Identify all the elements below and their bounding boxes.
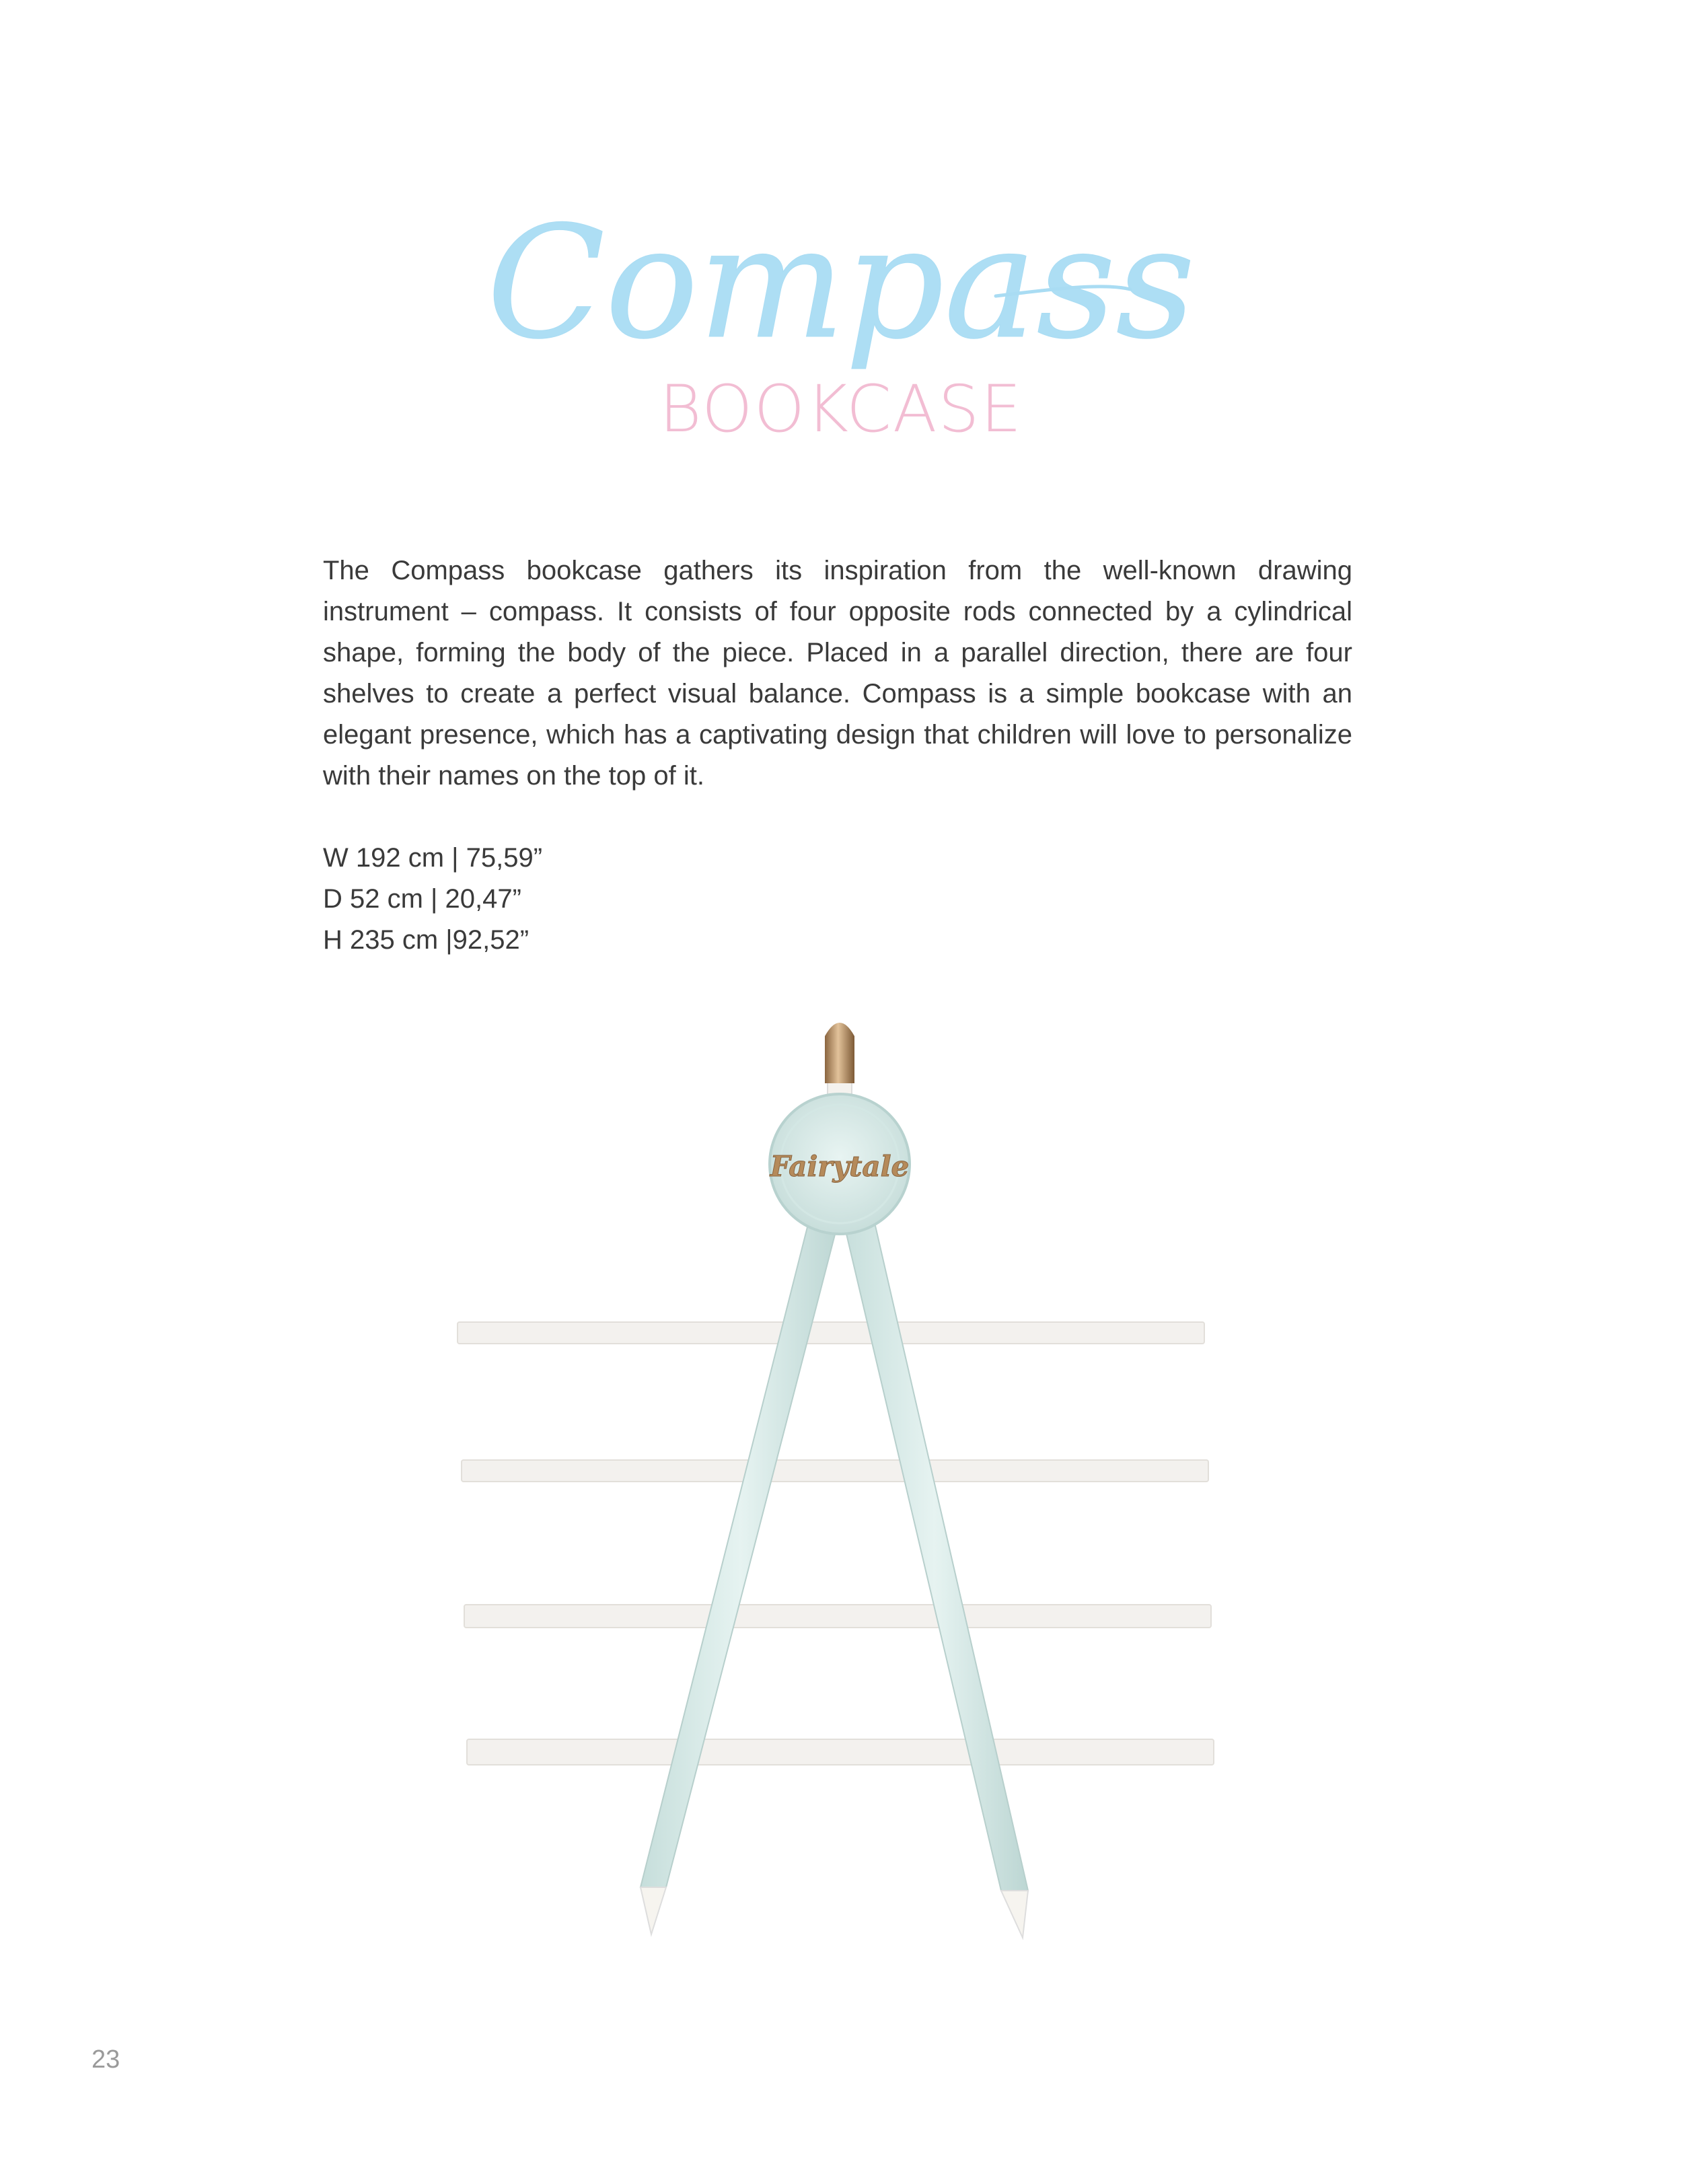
compass-leg-left — [641, 1211, 841, 1934]
compass-leg-right — [841, 1211, 1028, 1938]
badge-text: Fairytale — [770, 1150, 910, 1183]
dimension-width: W 192 cm | 75,59” — [323, 843, 543, 873]
description-paragraph: The Compass bookcase gathers its inspiration from the well-known drawing instrument – compass. It consists of four opposite rods connected by a cylindrical shape, forming the body of the piece. Placed in a parallel direction, there are four shelves to create a perfect visual balance. Compass is a simple bookcase with an elegant presence, which has a captivating design that children will love to personalize with their names on the top of it. — [323, 556, 1352, 791]
script-title — [0, 195, 1682, 397]
top-disc — [770, 1094, 910, 1234]
product-image — [444, 1009, 1238, 1965]
dimension-height: H 235 cm |92,52” — [323, 925, 529, 955]
shelf-4 — [467, 1739, 1214, 1765]
subtitle: BOOKCASE — [659, 371, 1023, 447]
shelf-2 — [462, 1460, 1208, 1482]
script-title-text: Compass — [486, 195, 1196, 373]
shelf-1 — [458, 1322, 1204, 1344]
dimensions-list — [323, 838, 542, 961]
dimension-depth: D 52 cm | 20,47” — [323, 884, 521, 914]
page-number: 23 — [92, 2045, 120, 2074]
shelf-3 — [464, 1605, 1211, 1628]
